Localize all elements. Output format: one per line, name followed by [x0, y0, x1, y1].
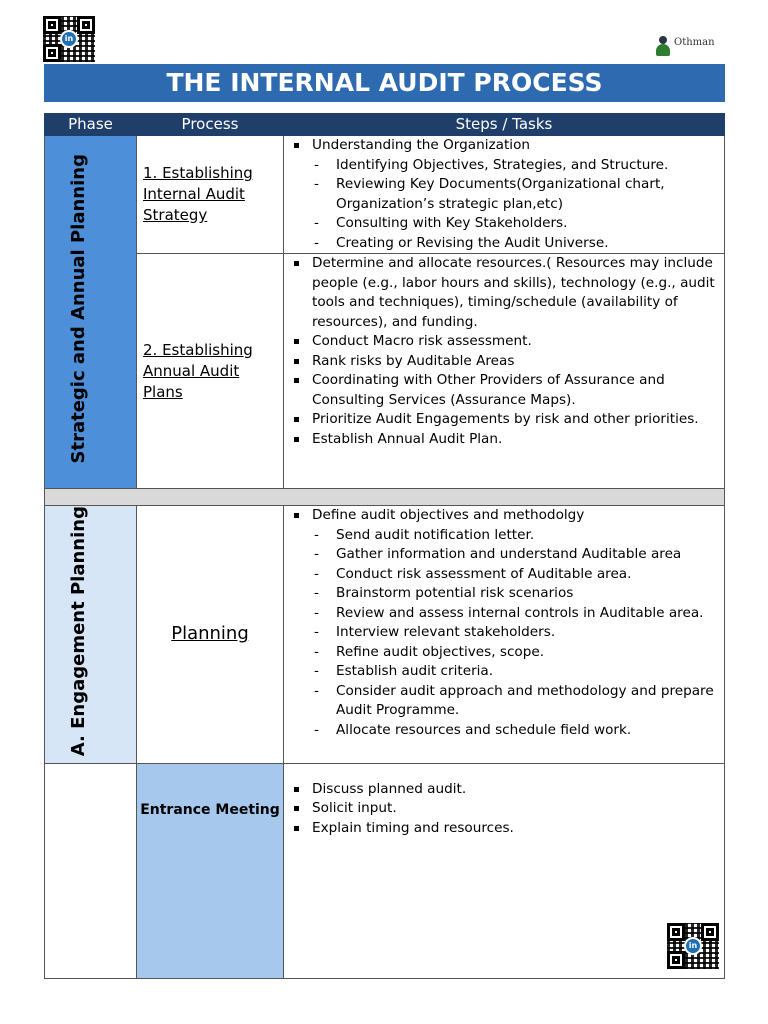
list-item: - Identifying Objectives, Strategies, and Structure. [292, 156, 718, 176]
steps-cell [284, 763, 725, 978]
list-item: Solicit input. [292, 799, 718, 819]
list-item: - Allocate resources and schedule field work. [292, 721, 718, 741]
author-name: Othman [674, 36, 715, 48]
qr-code [43, 16, 95, 62]
list-item: Establish Annual Audit Plan. [292, 430, 718, 450]
table-row [45, 506, 725, 764]
list-item: - Consulting with Key Stakeholders. [292, 214, 718, 234]
process-cell [137, 763, 284, 978]
person-icon [656, 36, 670, 56]
list-item: - Conduct risk assessment of Auditable area. [292, 565, 718, 585]
steps-cell [284, 254, 725, 489]
process-cell [137, 254, 284, 489]
phase-label: A. Engagement Planning [67, 506, 89, 757]
phase-cell-empty [45, 763, 137, 978]
linkedin-icon: in [684, 937, 702, 955]
linkedin-icon: in [60, 30, 78, 48]
list-item: - Consider audit approach and methodology and prepare Audit Programme. [292, 682, 718, 721]
table-row [45, 763, 725, 978]
header-process: Process [137, 114, 284, 136]
list-item: - Creating or Revising the Audit Universe. [292, 234, 718, 254]
phase-cell-strategic [45, 136, 137, 489]
phase-label: Strategic and Annual Planning [67, 154, 89, 464]
list-item: Define audit objectives and methodolgy [292, 506, 718, 526]
qr-code [667, 923, 719, 969]
process-label: 1. Establishing Internal Audit Strategy [143, 164, 253, 224]
list-item: Discuss planned audit. [292, 780, 718, 800]
list-item: Coordinating with Other Providers of Assurance and Consulting Services (Assurance Maps). [292, 371, 718, 410]
list-item: - Brainstorm potential risk scenarios [292, 584, 718, 604]
process-label: 2. Establishing Annual Audit Plans [143, 340, 253, 401]
list-item: Determine and allocate resources.( Resources may include people (e.g., labor hours and skills), technology (e.g., audit tools and techniques), timing/schedule (availability of resources), and funding. [292, 254, 718, 332]
section-divider [45, 489, 725, 506]
process-label: Entrance Meeting [140, 801, 280, 818]
audit-process-table [44, 113, 725, 979]
list-item: Explain timing and resources. [292, 819, 718, 839]
list-item: - Send audit notification letter. [292, 526, 718, 546]
steps-cell [284, 506, 725, 764]
list-item: - Reviewing Key Documents(Organizational chart, Organization’s strategic plan,etc) [292, 175, 718, 214]
list-item: - Establish audit criteria. [292, 662, 718, 682]
author-logo [656, 36, 715, 56]
list-item: - Interview relevant stakeholders. [292, 623, 718, 643]
steps-cell [284, 136, 725, 254]
process-cell [137, 136, 284, 254]
header-phase: Phase [45, 114, 137, 136]
phase-cell-engagement [45, 506, 137, 764]
list-item: - Review and assess internal controls in Auditable area. [292, 604, 718, 624]
process-cell [137, 506, 284, 764]
list-item: Rank risks by Auditable Areas [292, 352, 718, 372]
list-item: Understanding the Organization [292, 136, 718, 156]
page-title: THE INTERNAL AUDIT PROCESS [44, 64, 725, 102]
list-item: - Refine audit objectives, scope. [292, 643, 718, 663]
list-item: Conduct Macro risk assessment. [292, 332, 718, 352]
table-row [45, 136, 725, 254]
list-item: - Gather information and understand Auditable area [292, 545, 718, 565]
list-item: Prioritize Audit Engagements by risk and other priorities. [292, 410, 718, 430]
table-header-row [45, 114, 725, 136]
header-steps: Steps / Tasks [284, 114, 725, 136]
process-label: Planning [171, 623, 249, 645]
table-row [45, 254, 725, 489]
